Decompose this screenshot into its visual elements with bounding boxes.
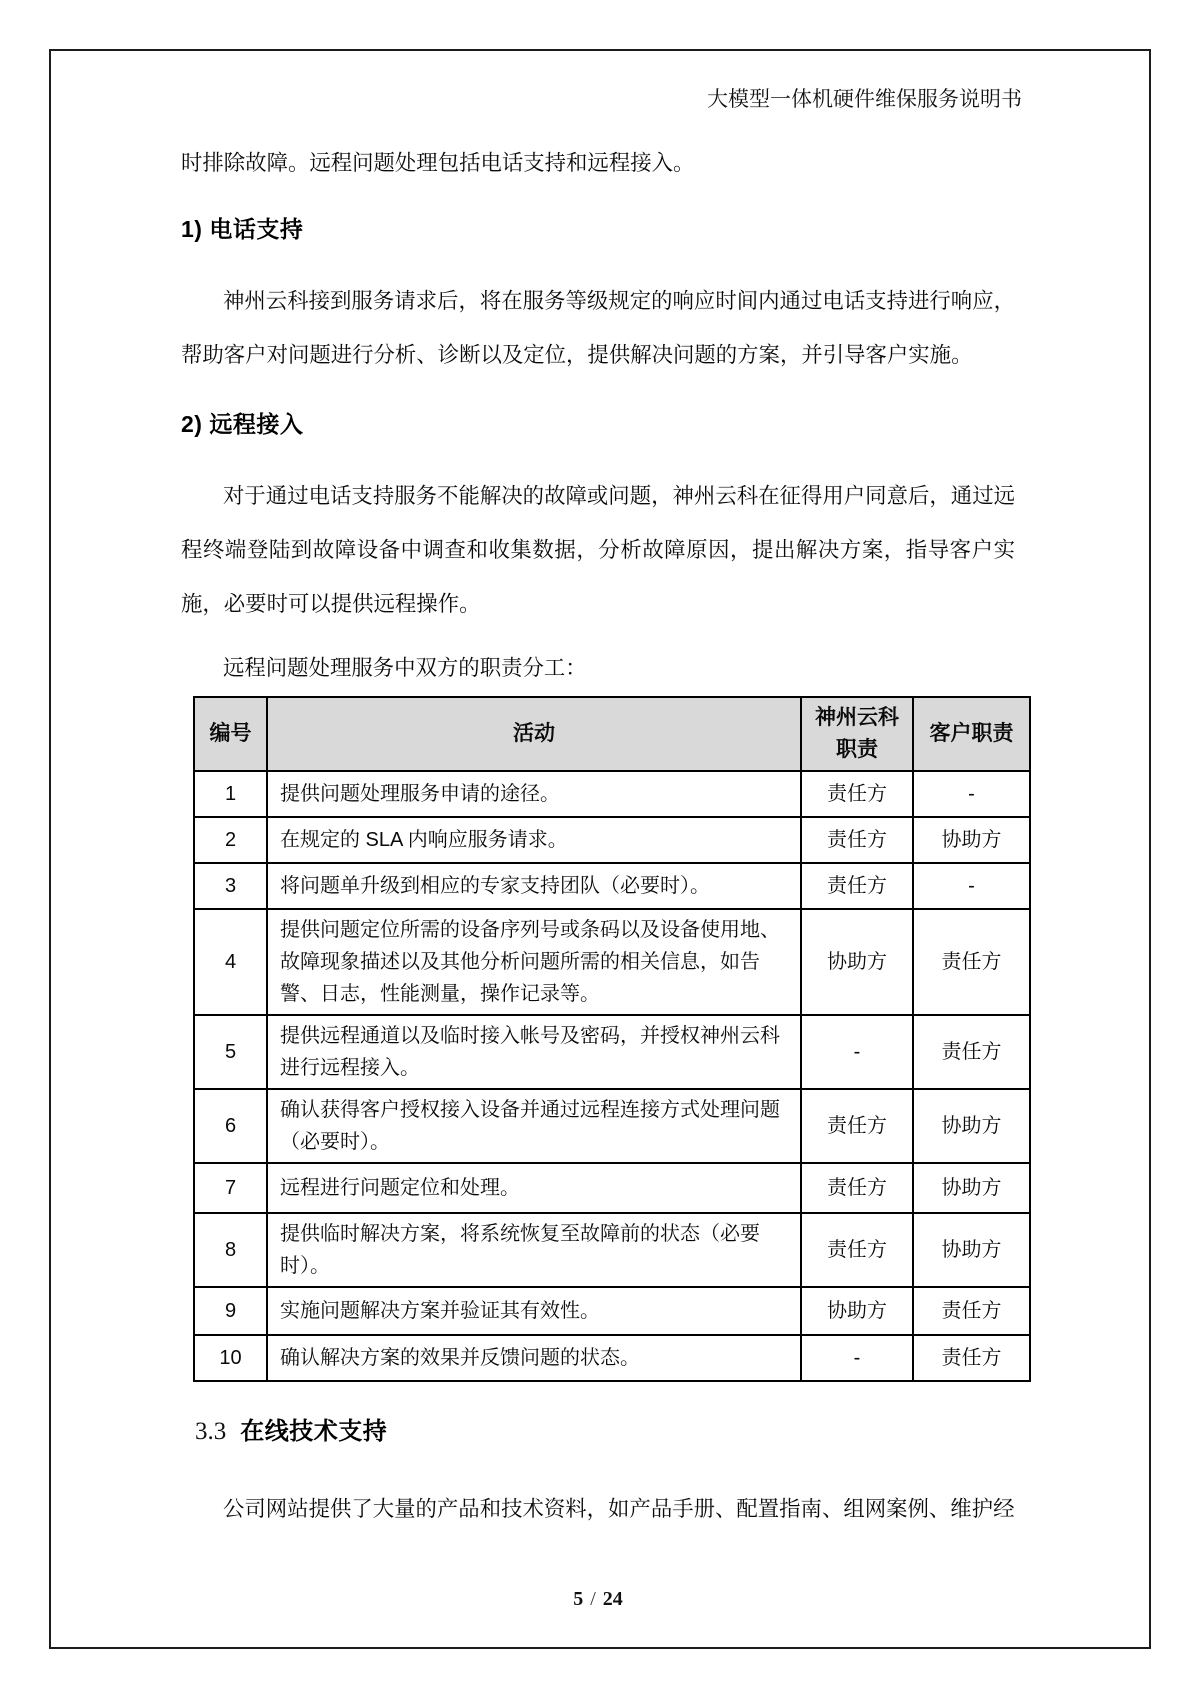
- column-header-customer-role: 客户职责: [913, 697, 1030, 771]
- cell-id: 8: [194, 1213, 267, 1287]
- cell-activity: 提供问题处理服务申请的途径。: [267, 771, 801, 817]
- table-row: [194, 1335, 1030, 1381]
- cell-customer-role: 责任方: [913, 909, 1030, 1015]
- phone-support-paragraph: 神州云科接到服务请求后，将在服务等级规定的响应时间内通过电话支持进行响应，帮助客户对问题进行分析、诊断以及定位，提供解决问题的方案，并引导客户实施。: [181, 289, 1015, 367]
- current-page-number: 5: [573, 1588, 584, 1610]
- cell-dcc-role: 协助方: [801, 1287, 913, 1335]
- cell-dcc-role: 协助方: [801, 909, 913, 1015]
- cell-activity: 确认解决方案的效果并反馈问题的状态。: [267, 1335, 801, 1381]
- closing-paragraph: 公司网站提供了大量的产品和技术资料，如产品手册、配置指南、组网案例、维护经: [223, 1497, 1015, 1521]
- cell-customer-role: 协助方: [913, 817, 1030, 863]
- cell-id: 9: [194, 1287, 267, 1335]
- table-header-row: [194, 697, 1030, 771]
- cell-dcc-role: -: [801, 1335, 913, 1381]
- cell-customer-role: -: [913, 863, 1030, 909]
- responsibility-table: [193, 696, 1031, 1382]
- document-header-title: 大模型一体机硬件维保服务说明书: [707, 87, 1022, 111]
- cell-activity: 实施问题解决方案并验证其有效性。: [267, 1287, 801, 1335]
- total-page-count: 24: [602, 1588, 623, 1610]
- cell-dcc-role: 责任方: [801, 771, 913, 817]
- table-lead-line: 远程问题处理服务中双方的职责分工：: [223, 656, 587, 680]
- table-row: [194, 1287, 1030, 1335]
- table-row: [194, 1015, 1030, 1089]
- table-row: [194, 1163, 1030, 1213]
- cell-dcc-role: 责任方: [801, 817, 913, 863]
- cell-customer-role: 协助方: [913, 1163, 1030, 1213]
- page-number-separator: /: [590, 1588, 596, 1610]
- cell-activity: 确认获得客户授权接入设备并通过远程连接方式处理问题（必要时）。: [267, 1089, 801, 1163]
- list-heading-phone-support: 1) 电话支持: [181, 216, 304, 242]
- cell-customer-role: 责任方: [913, 1015, 1030, 1089]
- table-row: [194, 771, 1030, 817]
- table-row: [194, 1089, 1030, 1163]
- cell-customer-role: 协助方: [913, 1089, 1030, 1163]
- column-header-activity: 活动: [267, 697, 801, 771]
- cell-id: 7: [194, 1163, 267, 1213]
- cell-dcc-role: 责任方: [801, 1163, 913, 1213]
- column-header-dcc-role: 神州云科职责: [801, 697, 913, 771]
- cell-customer-role: 责任方: [913, 1287, 1030, 1335]
- cell-id: 2: [194, 817, 267, 863]
- table-row: [194, 1213, 1030, 1287]
- page-number: [181, 1585, 1015, 1613]
- cell-id: 3: [194, 863, 267, 909]
- cell-activity: 在规定的 SLA 内响应服务请求。: [267, 817, 801, 863]
- cell-dcc-role: 责任方: [801, 863, 913, 909]
- intro-paragraph: 时排除故障。远程问题处理包括电话支持和远程接入。: [181, 151, 695, 175]
- section-number: 3.3: [195, 1418, 227, 1445]
- section-heading-online-support: [195, 1410, 1015, 1457]
- cell-dcc-role: 责任方: [801, 1213, 913, 1287]
- column-header-id: 编号: [194, 697, 267, 771]
- cell-dcc-role: 责任方: [801, 1089, 913, 1163]
- cell-id: 10: [194, 1335, 267, 1381]
- table-row: [194, 909, 1030, 1015]
- list-heading-remote-access: 2) 远程接入: [181, 411, 304, 437]
- cell-customer-role: 协助方: [913, 1213, 1030, 1287]
- cell-id: 4: [194, 909, 267, 1015]
- cell-activity: 将问题单升级到相应的专家支持团队（必要时）。: [267, 863, 801, 909]
- cell-activity: 提供临时解决方案，将系统恢复至故障前的状态（必要时）。: [267, 1213, 801, 1287]
- remote-access-paragraph: 对于通过电话支持服务不能解决的故障或问题，神州云科在征得用户同意后，通过远程终端登陆到故障设备中调查和收集数据，分析故障原因，提出解决方案，指导客户实施，必要时可以提供远程操作。: [181, 484, 1015, 616]
- table-row: [194, 863, 1030, 909]
- cell-activity: 提供问题定位所需的设备序列号或条码以及设备使用地、故障现象描述以及其他分析问题所需的相关信息，如告警、日志，性能测量，操作记录等。: [267, 909, 801, 1015]
- cell-activity: 提供远程通道以及临时接入帐号及密码，并授权神州云科进行远程接入。: [267, 1015, 801, 1089]
- cell-id: 5: [194, 1015, 267, 1089]
- section-title: 在线技术支持: [240, 1418, 388, 1445]
- table-row: [194, 817, 1030, 863]
- cell-customer-role: 责任方: [913, 1335, 1030, 1381]
- cell-id: 6: [194, 1089, 267, 1163]
- cell-activity: 远程进行问题定位和处理。: [267, 1163, 801, 1213]
- cell-dcc-role: -: [801, 1015, 913, 1089]
- cell-customer-role: -: [913, 771, 1030, 817]
- cell-id: 1: [194, 771, 267, 817]
